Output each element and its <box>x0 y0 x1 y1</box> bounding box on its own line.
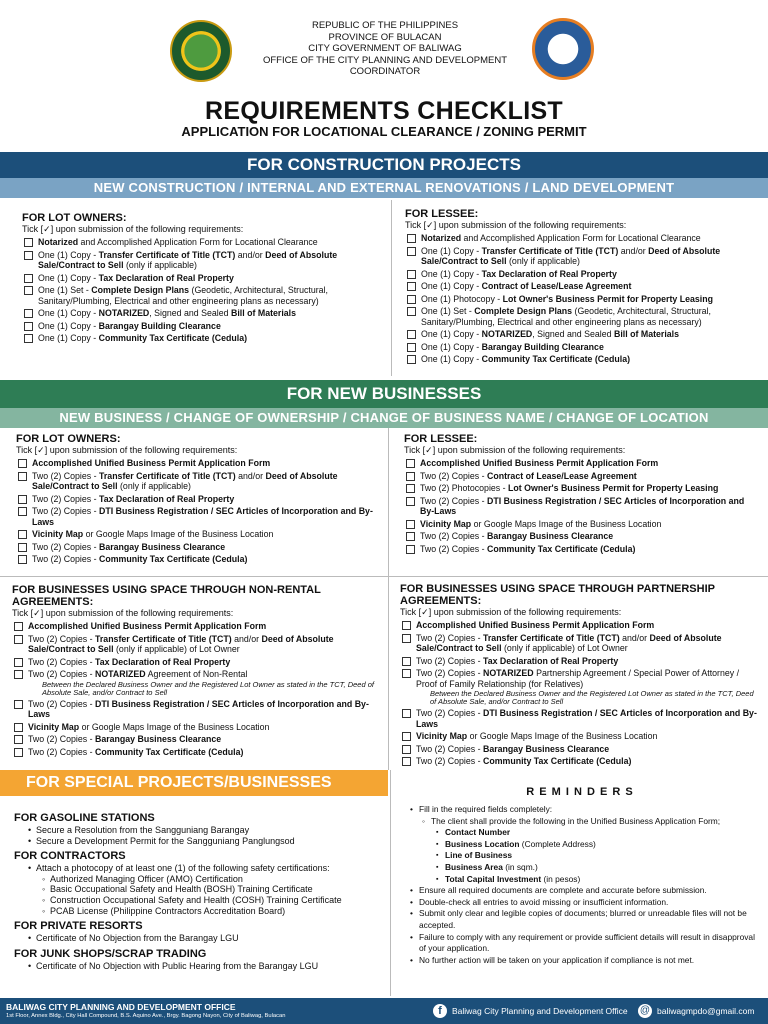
checkbox[interactable] <box>18 543 27 552</box>
checklist-item[interactable]: One (1) Copy - NOTARIZED, Signed and Sealed Bill of Materials <box>405 329 757 340</box>
list-item: ◦ Basic Occupational Safety and Health (BOSH) Training Certificate <box>50 884 386 895</box>
checklist-item[interactable]: Two (2) Copies - Transfer Certificate of Title (TCT) and/or Deed of Absolute Sale/Contract to Sell (only if applicable) <box>16 471 382 492</box>
reminder-item: • Submit only clear and legible copies of documents; blurred or unreadable files will not be accepted. <box>410 908 756 931</box>
field-name: Business Area <box>445 861 503 872</box>
checkbox[interactable] <box>402 634 411 643</box>
item-note: Between the Declared Business Owner and the Registered Lot Owner as stated in the TCT, Deed of Absolute Sale, and/or Contract to Sell <box>430 689 754 706</box>
checkbox[interactable] <box>407 234 416 243</box>
field-note: (in pesos) <box>541 873 581 884</box>
checkbox[interactable] <box>406 545 415 554</box>
checklist-item[interactable]: Vicinity Map or Google Maps Image of the Business Location <box>404 519 760 530</box>
checkbox[interactable] <box>402 745 411 754</box>
checklist-item[interactable]: Two (2) Copies - DTI Business Registration / SEC Articles of Incorporation and By-Laws <box>404 496 760 517</box>
checkbox[interactable] <box>407 295 416 304</box>
list-item: • Attach a photocopy of at least one (1) of the following safety certifications: <box>36 863 386 874</box>
header-line: OFFICE OF THE CITY PLANNING AND DEVELOPMENT <box>262 54 508 66</box>
section-heading: FOR BUSINESSES USING SPACE THROUGH PARTNERSHIP AGREEMENTS: <box>400 583 715 607</box>
checklist-item[interactable]: One (1) Copy - Tax Declaration of Real Property <box>22 273 384 284</box>
checkbox[interactable] <box>24 238 33 247</box>
reminder-item: • Ensure all required documents are complete and accurate before submission. <box>410 885 756 897</box>
checkbox[interactable] <box>407 355 416 364</box>
checkbox[interactable] <box>406 459 415 468</box>
checkbox[interactable] <box>402 709 411 718</box>
checklist-item[interactable]: Two (2) Copies - Community Tax Certificate (Cedula) <box>400 756 760 767</box>
reminders-list <box>410 804 756 966</box>
tick-instruction: Tick [✓] upon submission of the following requirements: <box>16 445 238 455</box>
tick-instruction: Tick [✓] upon submission of the following requirements: <box>405 220 627 230</box>
tick-instruction: Tick [✓] upon submission of the following requirements: <box>22 224 244 234</box>
checklist-item[interactable]: Two (2) Copies - Transfer Certificate of Title (TCT) and/or Deed of Absolute Sale/Contract to Sell (only if applicable) of Lot Owner <box>400 633 760 654</box>
list-item: ◦ Construction Occupational Safety and Health (COSH) Training Certificate <box>50 895 386 906</box>
field-name: Business Location <box>445 838 520 849</box>
list-item: • Certificate of No Objection from the Barangay LGU <box>36 933 386 944</box>
field-name: Total Capital Investment <box>445 873 542 884</box>
checkbox[interactable] <box>402 621 411 630</box>
checkbox[interactable] <box>14 622 23 631</box>
header-line: CITY GOVERNMENT OF BALIWAG <box>308 43 462 54</box>
checklist-item[interactable]: One (1) Set - Complete Design Plans (Geodetic, Architectural, Structural, Sanitary/Plumbing, Electrical and other engineering plans as necessary) <box>22 285 384 306</box>
checklist-item[interactable]: Vicinity Map or Google Maps Image of the Business Location <box>16 529 382 540</box>
footer-email[interactable]: baliwagmpdo@gmail.com <box>657 1006 755 1016</box>
checkbox[interactable] <box>24 334 33 343</box>
checklist-item[interactable]: Two (2) Copies - DTI Business Registration / SEC Articles of Incorporation and By-Laws <box>16 506 382 527</box>
tick-instruction: Tick [✓] upon submission of the following requirements: <box>12 608 234 618</box>
special-band: FOR SPECIAL PROJECTS/BUSINESSES <box>0 770 388 796</box>
page-subtitle: APPLICATION FOR LOCATIONAL CLEARANCE / ZONING PERMIT <box>181 124 587 139</box>
business-band: FOR NEW BUSINESSES <box>0 380 768 408</box>
checklist-item[interactable]: Two (2) Copies - Barangay Business Clearance <box>404 531 760 542</box>
business-partnership <box>400 583 760 769</box>
checklist-item[interactable]: Two (2) Copies - Transfer Certificate of Title (TCT) and/or Deed of Absolute Sale/Contract to Sell (only if applicable) of Lot Owner <box>12 634 382 655</box>
business-lessee <box>404 433 760 556</box>
checklist-item[interactable]: Two (2) Copies - NOTARIZED Agreement of Non-Rental Between the Declared Business Owner and the Registered Lot Owner as stated in the TCT, Deed of Absolute Sale, and/or Contract to Sell <box>12 669 382 697</box>
checklist-item[interactable]: Two (2) Copies - Tax Declaration of Real Property <box>16 494 382 505</box>
checklist-item[interactable]: Two (2) Copies - NOTARIZED Partnership Agreement / Special Power of Attorney / Proof of Family Relationship (for Relatives) Between the Declared Business Owner and the Registered Lot Owner as stated in the TCT, Deed of Absolute Sale, and/or Contract to Sell <box>400 668 760 706</box>
checkbox[interactable] <box>18 555 27 564</box>
reminder-field <box>436 862 756 874</box>
city-seal-logo <box>170 20 232 82</box>
header-line: COORDINATOR <box>349 66 421 77</box>
checklist-item[interactable]: Accomplished Unified Business Permit Application Form <box>12 621 382 632</box>
checklist-item[interactable]: One (1) Copy - Community Tax Certificate (Cedula) <box>22 333 384 344</box>
checkbox[interactable] <box>406 497 415 506</box>
footer <box>0 998 768 1024</box>
checklist-item[interactable]: Two (2) Copies - DTI Business Registration / SEC Articles of Incorporation and By-Laws <box>400 708 760 729</box>
field-note: (in sqm.) <box>502 861 538 872</box>
checkbox[interactable] <box>407 282 416 291</box>
checklist-item[interactable]: Two (2) Copies - Community Tax Certificate (Cedula) <box>404 544 760 555</box>
checklist-item[interactable]: Vicinity Map or Google Maps Image of the Business Location <box>12 722 382 733</box>
checkbox[interactable] <box>24 274 33 283</box>
footer-office: BALIWAG CITY PLANNING AND DEVELOPMENT OFFICE <box>6 1002 236 1012</box>
checklist-item[interactable]: One (1) Copy - Tax Declaration of Real Property <box>405 269 757 280</box>
reminder-item: ◦ The client shall provide the following in the Unified Business Application Form; <box>422 816 756 828</box>
checklist-item[interactable]: Two (2) Copies - Contract of Lease/Lease Agreement <box>404 471 760 482</box>
business-nonrental <box>12 584 382 759</box>
section-heading: FOR LESSEE: <box>405 208 479 220</box>
checkbox[interactable] <box>14 670 23 679</box>
checkbox[interactable] <box>406 520 415 529</box>
reminder-field <box>436 874 756 886</box>
checkbox[interactable] <box>14 658 23 667</box>
checklist-item[interactable]: Notarized and Accomplished Application Form for Locational Clearance <box>22 237 384 248</box>
section-heading: FOR LESSEE: <box>404 433 478 445</box>
construction-divider <box>391 200 392 376</box>
business-owners <box>16 433 382 567</box>
checkbox[interactable] <box>24 286 33 295</box>
checklist-item[interactable]: One (1) Photocopy - Lot Owner's Business Permit for Property Leasing <box>405 294 757 305</box>
checklist-item[interactable]: Notarized and Accomplished Application Form for Locational Clearance <box>405 233 757 244</box>
checklist-item[interactable]: Two (2) Photocopies - Lot Owner's Business Permit for Property Leasing <box>404 483 760 494</box>
checkbox[interactable] <box>24 309 33 318</box>
reminder-item: • Fill in the required fields completely: <box>410 804 756 816</box>
reminder-item: • No further action will be taken on your application if compliance is not met. <box>410 955 756 967</box>
checklist-item[interactable]: One (1) Copy - Transfer Certificate of Title (TCT) and/or Deed of Absolute Sale/Contract to Sell (only if applicable) <box>22 250 384 271</box>
field-note: (Complete Address) <box>519 838 596 849</box>
checkbox[interactable] <box>402 757 411 766</box>
reminder-field <box>436 839 756 851</box>
checklist-item[interactable]: One (1) Copy - Barangay Building Clearance <box>405 342 757 353</box>
checkbox[interactable] <box>402 669 411 678</box>
checklist-item[interactable]: One (1) Copy - Transfer Certificate of Title (TCT) and/or Deed of Absolute Sale/Contract to Sell (only if applicable) <box>405 246 757 267</box>
list-item: • Secure a Resolution from the Sangguniang Barangay <box>36 825 386 836</box>
checklist-item[interactable]: Accomplished Unified Business Permit Application Form <box>404 458 760 469</box>
business-divider <box>388 428 389 770</box>
checklist-item[interactable]: One (1) Copy - NOTARIZED, Signed and Sealed Bill of Materials <box>22 308 384 319</box>
tick-instruction: Tick [✓] upon submission of the following requirements: <box>404 445 626 455</box>
checklist-item[interactable]: Two (2) Copies - Barangay Business Clearance <box>16 542 382 553</box>
checkbox[interactable] <box>14 635 23 644</box>
field-name: Contact Number <box>445 827 511 838</box>
checklist-item[interactable]: Two (2) Copies - Tax Declaration of Real Property <box>400 656 760 667</box>
email-icon[interactable]: @ <box>639 1005 651 1016</box>
section-heading: FOR CONTRACTORS <box>14 850 126 863</box>
checkbox[interactable] <box>18 507 27 516</box>
checkbox[interactable] <box>407 307 416 316</box>
special-divider <box>390 770 391 996</box>
footer-facebook[interactable]: Baliwag City Planning and Development Office <box>452 1006 628 1016</box>
list-item: • Secure a Development Permit for the Sangguniang Panglungsod <box>36 836 386 847</box>
construction-owners <box>22 212 384 346</box>
construction-subband: NEW CONSTRUCTION / INTERNAL AND EXTERNAL RENOVATIONS / LAND DEVELOPMENT <box>0 178 768 198</box>
construction-lessee <box>405 208 757 367</box>
checkbox[interactable] <box>14 748 23 757</box>
page-title: REQUIREMENTS CHECKLIST <box>204 97 563 125</box>
section-heading: FOR JUNK SHOPS/SCRAP TRADING <box>14 947 207 960</box>
reminders-title: R E M I N D E R S <box>526 786 634 798</box>
cpdo-logo <box>532 18 594 80</box>
checkbox[interactable] <box>402 732 411 741</box>
checkbox[interactable] <box>18 495 27 504</box>
business-subband: NEW BUSINESS / CHANGE OF OWNERSHIP / CHANGE OF BUSINESS NAME / CHANGE OF LOCATION <box>0 408 768 428</box>
checklist-item[interactable]: One (1) Copy - Contract of Lease/Lease Agreement <box>405 281 757 292</box>
section-heading: FOR LOT OWNERS: <box>22 212 127 224</box>
list-item: ◦ PCAB License (Philippine Contractors Accreditation Board) <box>50 906 386 917</box>
business-hr <box>0 576 768 577</box>
header-line: REPUBLIC OF THE PHILIPPINES <box>311 20 459 31</box>
footer-address: 1st Floor, Annex Bldg., City Hall Compound, B.S. Aquino Ave., Brgy. Bagong Nayon, City of Baliwag, Bulacan <box>6 1013 286 1019</box>
checkbox[interactable] <box>407 330 416 339</box>
checkbox[interactable] <box>24 322 33 331</box>
checklist-item[interactable]: Two (2) Copies - Tax Declaration of Real Property <box>12 657 382 668</box>
facebook-icon[interactable]: f <box>433 1004 447 1018</box>
reminder-item: • Failure to comply with any requirement or provide sufficient details will result in disapproval of your application. <box>410 932 756 955</box>
checkbox[interactable] <box>402 657 411 666</box>
reminder-item: • Double-check all entries to avoid missing or insufficient information. <box>410 897 756 909</box>
checkbox[interactable] <box>407 270 416 279</box>
checkbox[interactable] <box>406 472 415 481</box>
checklist-item[interactable]: Two (2) Copies - DTI Business Registration / SEC Articles of Incorporation and By-Laws <box>12 699 382 720</box>
checkbox[interactable] <box>14 723 23 732</box>
checklist-item[interactable]: Accomplished Unified Business Permit Application Form <box>16 458 382 469</box>
checkbox[interactable] <box>407 247 416 256</box>
section-heading: FOR GASOLINE STATIONS <box>14 812 155 824</box>
special-projects <box>14 808 386 971</box>
checklist-item[interactable]: One (1) Set - Complete Design Plans (Geodetic, Architectural, Structural, Sanitary/Plumbing, Electrical and other engineering plans as necessary) <box>405 306 757 327</box>
checklist-item[interactable]: Accomplished Unified Business Permit Application Form <box>400 620 760 631</box>
checkbox[interactable] <box>14 735 23 744</box>
header-line: PROVINCE OF BULACAN <box>328 31 442 43</box>
section-heading: FOR BUSINESSES USING SPACE THROUGH NON-RENTAL AGREEMENTS: <box>12 584 321 608</box>
checklist-item[interactable]: Two (2) Copies - Community Tax Certificate (Cedula) <box>16 554 382 565</box>
checklist-item[interactable]: Two (2) Copies - Barangay Business Clearance <box>12 734 382 745</box>
checklist-item[interactable]: One (1) Copy - Barangay Building Clearance <box>22 321 384 332</box>
checkbox[interactable] <box>24 251 33 260</box>
checkbox[interactable] <box>18 472 27 481</box>
list-item: ◦ Authorized Managing Officer (AMO) Certification <box>50 874 386 885</box>
field-name: Line of Business <box>445 850 513 861</box>
item-note: Between the Declared Business Owner and the Registered Lot Owner as stated in the TCT, Deed of Absolute Sale, and/or Contract to Sell <box>42 679 374 697</box>
checklist-item[interactable]: Two (2) Copies - Barangay Business Clearance <box>400 744 760 755</box>
list-item: • Certificate of No Objection with Public Hearing from the Barangay LGU <box>36 961 386 972</box>
checkbox[interactable] <box>406 484 415 493</box>
checkbox[interactable] <box>407 343 416 352</box>
construction-band: FOR CONSTRUCTION PROJECTS <box>0 152 768 178</box>
tick-instruction: Tick [✓] upon submission of the following requirements: <box>400 607 622 617</box>
reminder-field <box>436 850 756 862</box>
section-heading: FOR LOT OWNERS: <box>16 433 121 445</box>
checklist-item[interactable]: One (1) Copy - Community Tax Certificate (Cedula) <box>405 354 757 365</box>
checkbox[interactable] <box>18 459 27 468</box>
checkbox[interactable] <box>18 530 27 539</box>
checkbox[interactable] <box>406 532 415 541</box>
section-heading: FOR PRIVATE RESORTS <box>14 920 143 933</box>
checkbox[interactable] <box>14 700 23 709</box>
reminder-field <box>436 827 756 839</box>
office-header <box>230 20 540 78</box>
checklist-item[interactable]: Two (2) Copies - Community Tax Certificate (Cedula) <box>12 747 382 758</box>
checklist-item[interactable]: Vicinity Map or Google Maps Image of the Business Location <box>400 731 760 742</box>
